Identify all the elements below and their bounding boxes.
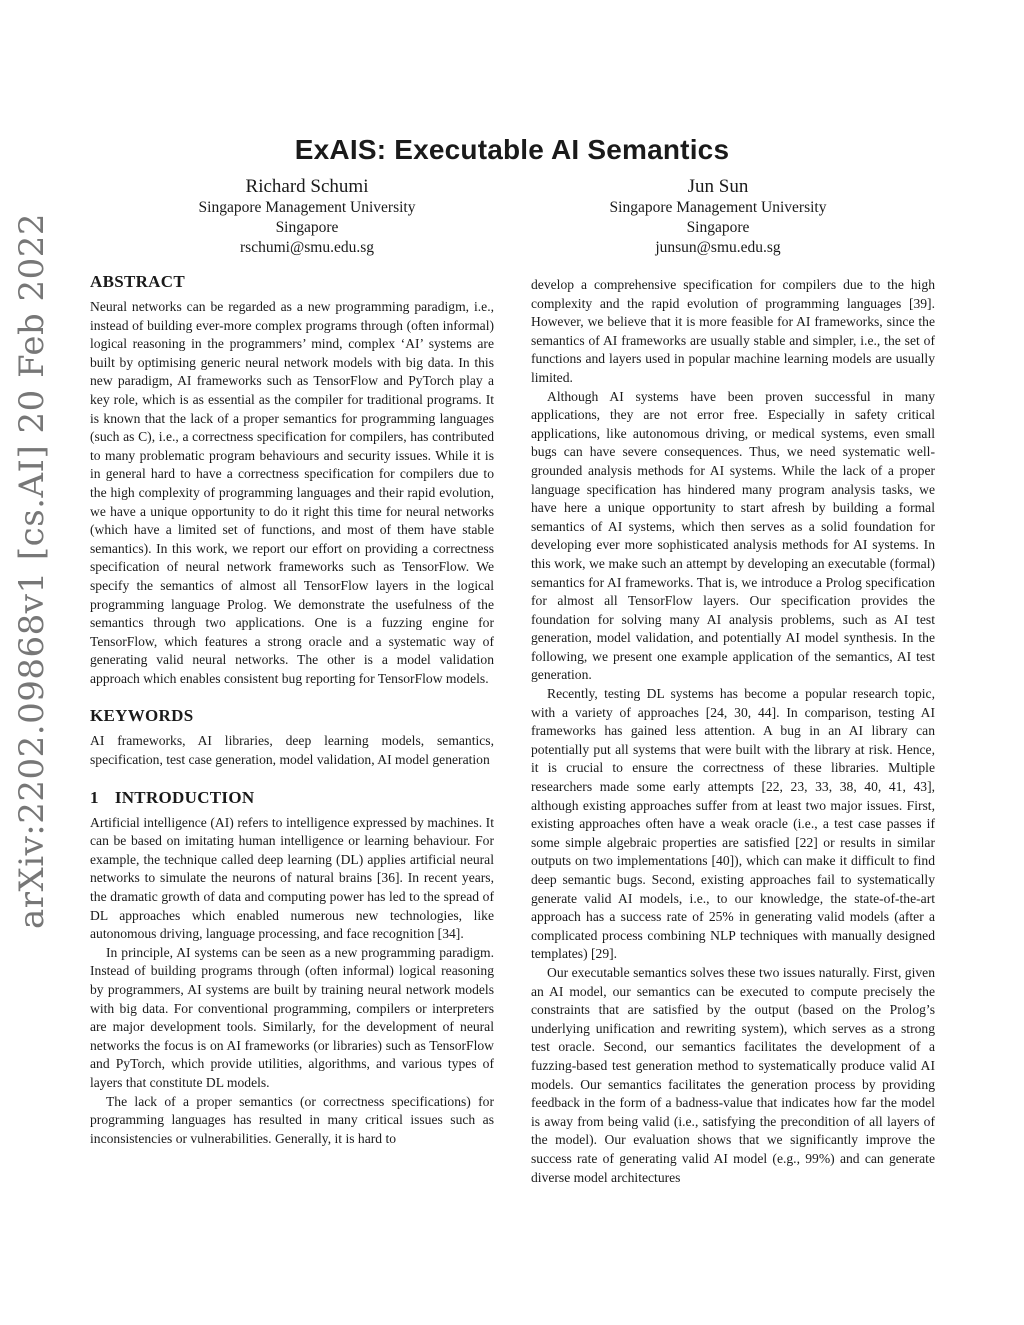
- section-title: INTRODUCTION: [114, 787, 255, 807]
- intro-paragraph: develop a comprehensive specification for compilers due to the high complexity and the rapid evolution of programming languages [39]. However, we believe that it is more feasible for AI frameworks, since the semantics of AI frameworks are usually stable and simpler, i.e., the set of functions and layers used in popular machine learning models are usually limited.: [531, 277, 935, 385]
- abstract-heading: ABSTRACT: [90, 272, 185, 291]
- intro-paragraph: The lack of a proper semantics (or correctness specifications) for programming languages has resulted in many critical issues such as inconsistencies or vulnerabilities. Generally, it is hard to: [90, 1093, 494, 1146]
- paper-title: ExAIS: Executable AI Semantics: [294, 134, 730, 165]
- author-name: Jun Sun: [687, 176, 749, 197]
- intro-paragraph: Our executable semantics solves these two issues naturally. First, given an AI model, our semantics can be executed to compute precisely the constraints that are satisfied by the output (based on the Prolog’s underlying unification and rewriting system), which serves as a strong test oracle. Second, our semantics facilitates the development of a fuzzing-based test generation method to systematically produce valid AI models. Our semantics facilitates the generation process by providing feedback in the form of a badness-value that indicates how far the model is away from being valid (i.e., satisfying the precondition of all layers of the model). Our evaluation shows that we significantly improve the success rate of generating valid AI model (e.g., 99%) and can generate diverse model architectures: [531, 964, 935, 1185]
- intro-paragraph: Artificial intelligence (AI) refers to intelligence expressed by machines. It can be based on imitating human intelligence or learning behaviour. For example, the technique called deep learning (DL) applies artificial neural networks to simulate the neurons of natural brains [36]. In recent years, the dramatic growth of data and computing power has led to the spread of DL approaches which enabled numerous new technologies, like autonomous driving, language processing, and face recognition [34].: [90, 814, 494, 942]
- author-country: Singapore: [686, 219, 750, 236]
- author-affiliation: Singapore Management University: [198, 199, 416, 216]
- author-affiliation: Singapore Management University: [609, 199, 827, 216]
- author-block-2: [508, 176, 928, 258]
- arxiv-side-stamp: arXiv:2202.09868v1 [cs.AI] 20 Feb 2022: [12, 212, 52, 929]
- section-heading-introduction: [90, 788, 494, 808]
- abstract-text: Neural networks can be regarded as a new programming paradigm, i.e., instead of building ever-more complex programs through (often informal) logical reasoning in the programmers’ mind, complex ‘AI’ systems are built by optimising generic neural network models with big data. In this new paradigm, AI frameworks such as TensorFlow and PyTorch play a key role, which is as essential as the compiler for traditional programs. It is known that the lack of a proper semantics for programming languages (such as C), i.e., a correctness specification for compilers, has contributed to many problematic program behaviours and security issues. While it is in general hard to have a correctness specification for compilers due to the high complexity of programming languages and their rapid evolution, we have a unique opportunity to do it right this time for neural networks (which have a limited set of functions, and most of them have stable semantics). In this work, we report our effort on providing a correctness specification of neural network frameworks such as TensorFlow. We specify the semantics of almost all TensorFlow layers in the logical programming language Prolog. We demonstrate the usefulness of the semantics through two applications. One is a fuzzing engine for TensorFlow, which features a strong oracle and a systematic way of generating valid neural networks. The other is a model validation approach which enables consistent bug reporting for TensorFlow models.: [90, 299, 494, 686]
- keywords-heading: KEYWORDS: [90, 706, 194, 726]
- intro-paragraph: In principle, AI systems can be seen as a new programming paradigm. Instead of building programs through (often informal) logical reasoning by programmers, AI systems are built by training neural network models with big data. For conventional programming, compilers or interpreters are major development tools. Similarly, for the development of neural networks the focus is on AI frameworks (or libraries) such as TensorFlow and PyTorch, which provide utilities, algorithms, and various types of layers that constitute DL models.: [90, 944, 494, 1090]
- author-email: rschumi@smu.edu.sg: [240, 239, 374, 256]
- author-country: Singapore: [275, 219, 339, 236]
- author-email: junsun@smu.edu.sg: [655, 239, 781, 256]
- intro-paragraph: Although AI systems have been proven successful in many applications, they are not error free. Especially in safety critical applications, like autonomous driving, or medical systems, even small bugs can have severe consequences. Thus, we need systematic well-grounded analysis methods for AI systems. While the lack of a proper language specification has hindered many program analysis tasks, we have here a unique opportunity to start afresh by building a formal semantics of AI systems, which then serves as a solid foundation for developing ever more sophisticated analysis methods for AI systems. In this work, we make such an attempt by developing an executable (formal) semantics for AI frameworks. That is, we introduce a Prolog specification for almost all TensorFlow layers. Our specification provides the foundation for solving many AI analysis problems, such as AI test generation, model validation, and potentially AI model synthesis. In the following, we present one example application of the semantics, AI test generation.: [531, 388, 935, 683]
- intro-paragraph: Recently, testing DL systems has become a popular research topic, with a variety of approaches [24, 30, 44]. In comparison, testing AI frameworks has gained less attention. A bug in an AI library can potentially put all systems that were built with the library at risk. Hence, it is crucial to ensure the correctness of these libraries. Multiple researchers made some early attempts [22, 23, 33, 38, 40, 41, 43], although existing approaches suffer from at least two major issues. First, existing approaches often have a weak oracle (i.e., a test case passes if some simple algebraic properties are satisfied [22] or results in similar outputs on two implementations [40]), which can make it difficult to find deep semantic bugs. Second, existing approaches fail to systematically generate valid AI models, i.e., to our knowledge, the state-of-the-art approach has a success rate of 25% in generating valid models (after a complicated process combining NLP techniques with manually designed templates) [29].: [531, 686, 935, 962]
- author-name: Richard Schumi: [245, 176, 369, 197]
- right-column: [531, 276, 935, 1187]
- author-block-1: [97, 176, 517, 258]
- keywords-text: AI frameworks, AI libraries, deep learning models, semantics, specification, test case generation, model validation, AI model generation: [90, 733, 494, 768]
- section-number: 1: [90, 787, 99, 807]
- left-column: [90, 272, 494, 1148]
